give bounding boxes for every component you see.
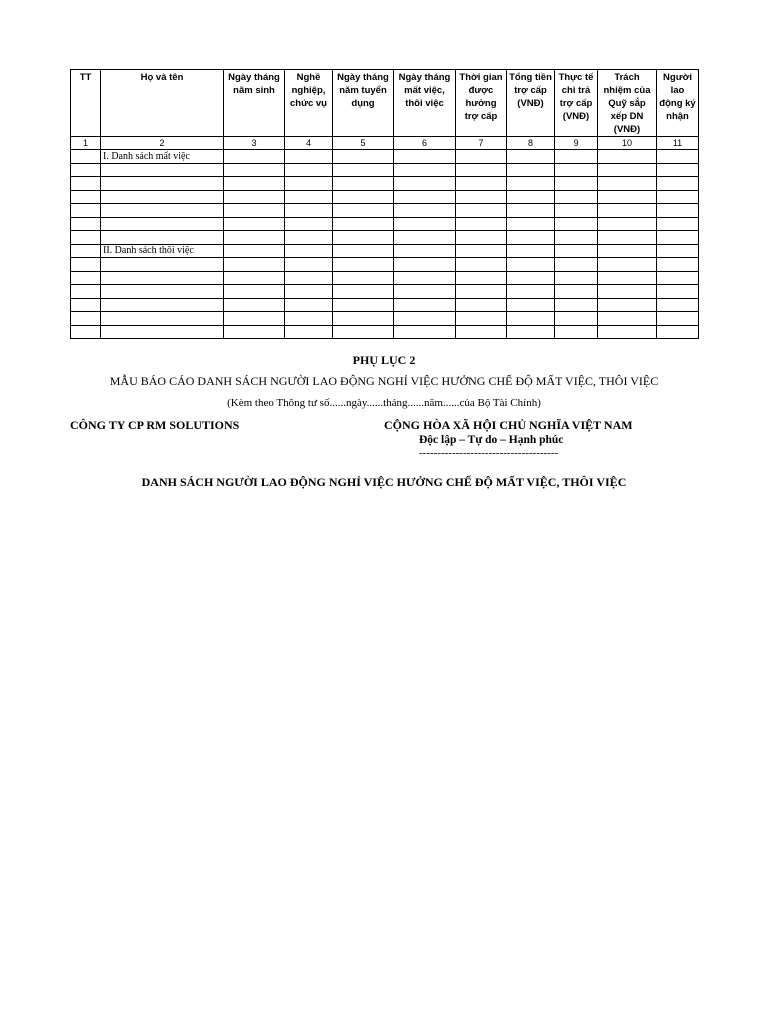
table-cell bbox=[71, 285, 101, 299]
table-cell bbox=[456, 217, 507, 231]
table-cell bbox=[598, 312, 657, 326]
column-number: 2 bbox=[101, 137, 224, 150]
table-cell bbox=[555, 325, 598, 339]
table-cell bbox=[333, 190, 394, 204]
table-cell bbox=[224, 217, 285, 231]
table-row bbox=[71, 285, 699, 299]
table-cell bbox=[285, 325, 333, 339]
column-header: Ngày tháng năm sinh bbox=[224, 70, 285, 137]
table-cell bbox=[657, 150, 699, 164]
table-cell bbox=[333, 298, 394, 312]
table-cell bbox=[394, 325, 456, 339]
table-cell bbox=[224, 312, 285, 326]
table-cell bbox=[555, 271, 598, 285]
table-cell bbox=[285, 217, 333, 231]
table-cell bbox=[507, 244, 555, 258]
table-cell bbox=[507, 231, 555, 245]
table-cell bbox=[507, 312, 555, 326]
table-cell bbox=[456, 244, 507, 258]
appendix-subtitle: MẪU BÁO CÁO DANH SÁCH NGƯỜI LAO ĐỘNG NGHỈ VIỆC HƯỞNG CHẾ ĐỘ MẤT VIỆC, THÔI VIỆC bbox=[109, 374, 659, 388]
table-cell bbox=[456, 298, 507, 312]
table-cell bbox=[333, 285, 394, 299]
table-cell bbox=[101, 312, 224, 326]
table-cell bbox=[555, 258, 598, 272]
table-cell bbox=[224, 285, 285, 299]
table-cell bbox=[285, 177, 333, 191]
table-row bbox=[71, 190, 699, 204]
table-cell bbox=[456, 258, 507, 272]
table-cell bbox=[394, 190, 456, 204]
table-cell bbox=[333, 312, 394, 326]
table-cell bbox=[507, 190, 555, 204]
column-header: Thực tế chi trả trợ cấp (VNĐ) bbox=[555, 70, 598, 137]
column-number: 8 bbox=[507, 137, 555, 150]
table-cell bbox=[555, 312, 598, 326]
table-cell bbox=[598, 190, 657, 204]
table-cell bbox=[598, 285, 657, 299]
table-cell bbox=[555, 217, 598, 231]
table-cell bbox=[71, 231, 101, 245]
table-row bbox=[71, 163, 699, 177]
table-cell bbox=[456, 312, 507, 326]
table-cell bbox=[456, 190, 507, 204]
table-cell bbox=[507, 217, 555, 231]
table-cell bbox=[285, 244, 333, 258]
table-cell bbox=[507, 163, 555, 177]
table-cell bbox=[224, 150, 285, 164]
table-cell bbox=[224, 244, 285, 258]
table-cell bbox=[71, 204, 101, 218]
column-header: Người lao động ký nhận bbox=[657, 70, 699, 137]
table-cell bbox=[394, 177, 456, 191]
column-number: 3 bbox=[224, 137, 285, 150]
column-number: 1 bbox=[71, 137, 101, 150]
table-cell bbox=[555, 163, 598, 177]
table-cell bbox=[507, 204, 555, 218]
table-row bbox=[71, 258, 699, 272]
table-cell bbox=[657, 258, 699, 272]
column-header: TT bbox=[71, 70, 101, 137]
column-number: 4 bbox=[285, 137, 333, 150]
column-number: 6 bbox=[394, 137, 456, 150]
table-cell bbox=[555, 204, 598, 218]
table-cell bbox=[507, 298, 555, 312]
table-cell bbox=[71, 150, 101, 164]
table-cell bbox=[333, 325, 394, 339]
table-cell bbox=[101, 298, 224, 312]
table-cell bbox=[285, 271, 333, 285]
table-cell bbox=[394, 150, 456, 164]
table-cell bbox=[333, 163, 394, 177]
table-cell bbox=[285, 163, 333, 177]
section-row bbox=[71, 244, 699, 258]
table-cell bbox=[507, 325, 555, 339]
table-cell bbox=[333, 258, 394, 272]
section-label: II. Danh sách thôi việc bbox=[101, 244, 224, 258]
table-cell bbox=[333, 244, 394, 258]
table-cell bbox=[657, 312, 699, 326]
table-cell bbox=[71, 325, 101, 339]
table-cell bbox=[657, 231, 699, 245]
separator-line: -------------------------------------- bbox=[419, 447, 559, 459]
column-header: Ngày tháng năm tuyển dụng bbox=[333, 70, 394, 137]
table-cell bbox=[394, 258, 456, 272]
table-cell bbox=[598, 217, 657, 231]
table-cell bbox=[101, 325, 224, 339]
table-cell bbox=[657, 204, 699, 218]
table-cell bbox=[598, 271, 657, 285]
table-cell bbox=[71, 163, 101, 177]
column-header: Tổng tiền trợ cấp (VNĐ) bbox=[507, 70, 555, 137]
header-row bbox=[71, 70, 699, 137]
table-cell bbox=[598, 204, 657, 218]
table-cell bbox=[333, 271, 394, 285]
table-cell bbox=[598, 258, 657, 272]
table-cell bbox=[285, 150, 333, 164]
table-row bbox=[71, 325, 699, 339]
table-cell bbox=[456, 150, 507, 164]
table-cell bbox=[101, 285, 224, 299]
section-row bbox=[71, 150, 699, 164]
table-row bbox=[71, 204, 699, 218]
table-cell bbox=[285, 312, 333, 326]
column-header: Ngày tháng mất việc, thôi việc bbox=[394, 70, 456, 137]
table-row bbox=[71, 312, 699, 326]
table-cell bbox=[333, 231, 394, 245]
column-number: 10 bbox=[598, 137, 657, 150]
column-header: Thời gian được hưởng trợ cấp bbox=[456, 70, 507, 137]
column-header: Nghề nghiệp, chức vụ bbox=[285, 70, 333, 137]
table-cell bbox=[507, 150, 555, 164]
table-cell bbox=[285, 231, 333, 245]
table-cell bbox=[71, 244, 101, 258]
table-cell bbox=[507, 271, 555, 285]
table-cell bbox=[657, 244, 699, 258]
column-number: 5 bbox=[333, 137, 394, 150]
table-cell bbox=[598, 150, 657, 164]
table-cell bbox=[333, 177, 394, 191]
table-cell bbox=[456, 231, 507, 245]
table-row bbox=[71, 177, 699, 191]
table-cell bbox=[224, 258, 285, 272]
table-cell bbox=[101, 163, 224, 177]
column-number: 7 bbox=[456, 137, 507, 150]
table-cell bbox=[598, 298, 657, 312]
table-cell bbox=[394, 163, 456, 177]
table-row bbox=[71, 231, 699, 245]
column-number-row bbox=[71, 137, 699, 150]
table-cell bbox=[394, 298, 456, 312]
table-cell bbox=[101, 271, 224, 285]
table-cell bbox=[657, 190, 699, 204]
table-cell bbox=[456, 325, 507, 339]
national-motto: Độc lập – Tự do – Hạnh phúc bbox=[419, 434, 564, 446]
table-cell bbox=[507, 285, 555, 299]
document-title: DANH SÁCH NGƯỜI LAO ĐỘNG NGHỈ VIỆC HƯỞNG CHẾ ĐỘ MẤT VIỆC, THÔI VIỆC bbox=[141, 475, 627, 489]
table-cell bbox=[101, 190, 224, 204]
table-cell bbox=[456, 285, 507, 299]
table-cell bbox=[657, 177, 699, 191]
table-cell bbox=[456, 204, 507, 218]
table-cell bbox=[71, 312, 101, 326]
table-cell bbox=[456, 177, 507, 191]
appendix-title: PHỤ LỤC 2 bbox=[352, 353, 416, 367]
table-cell bbox=[101, 177, 224, 191]
table-cell bbox=[507, 177, 555, 191]
table-cell bbox=[657, 163, 699, 177]
table-cell bbox=[394, 231, 456, 245]
table-cell bbox=[101, 231, 224, 245]
table-cell bbox=[71, 190, 101, 204]
table-cell bbox=[224, 177, 285, 191]
table-cell bbox=[657, 298, 699, 312]
table-cell bbox=[555, 177, 598, 191]
table-cell bbox=[598, 177, 657, 191]
column-header: Trách nhiệm của Quỹ sắp xếp DN (VNĐ) bbox=[598, 70, 657, 137]
table-cell bbox=[598, 231, 657, 245]
section-label: I. Danh sách mất việc bbox=[101, 150, 224, 164]
table-cell bbox=[555, 285, 598, 299]
employee-list-table bbox=[70, 69, 699, 339]
table-cell bbox=[657, 325, 699, 339]
table-row bbox=[71, 271, 699, 285]
table-cell bbox=[224, 325, 285, 339]
table-cell bbox=[598, 244, 657, 258]
table-cell bbox=[285, 298, 333, 312]
table-cell bbox=[394, 244, 456, 258]
table-cell bbox=[555, 298, 598, 312]
table-cell bbox=[333, 217, 394, 231]
table-cell bbox=[657, 285, 699, 299]
company-name: CÔNG TY CP RM SOLUTIONS bbox=[70, 418, 240, 432]
appendix-note: (Kèm theo Thông tư số......ngày......tháng......năm......của Bộ Tài Chính) bbox=[227, 397, 541, 409]
table-cell bbox=[101, 258, 224, 272]
table-cell bbox=[333, 204, 394, 218]
table-cell bbox=[598, 325, 657, 339]
table-cell bbox=[224, 231, 285, 245]
table-cell bbox=[394, 217, 456, 231]
table-row bbox=[71, 298, 699, 312]
table-cell bbox=[394, 285, 456, 299]
table-cell bbox=[71, 258, 101, 272]
table-cell bbox=[657, 271, 699, 285]
table-cell bbox=[394, 271, 456, 285]
table-cell bbox=[507, 258, 555, 272]
table-cell bbox=[333, 150, 394, 164]
table-cell bbox=[657, 217, 699, 231]
table-cell bbox=[598, 163, 657, 177]
table-cell bbox=[456, 271, 507, 285]
table-cell bbox=[224, 298, 285, 312]
table-cell bbox=[71, 271, 101, 285]
table-cell bbox=[394, 204, 456, 218]
table-cell bbox=[285, 258, 333, 272]
table-cell bbox=[224, 163, 285, 177]
table-cell bbox=[224, 271, 285, 285]
table-cell bbox=[555, 150, 598, 164]
table-cell bbox=[456, 163, 507, 177]
table-cell bbox=[71, 298, 101, 312]
table-cell bbox=[394, 312, 456, 326]
table-row bbox=[71, 217, 699, 231]
table-cell bbox=[71, 177, 101, 191]
table-cell bbox=[101, 217, 224, 231]
table-cell bbox=[555, 231, 598, 245]
table-cell bbox=[224, 204, 285, 218]
column-number: 9 bbox=[555, 137, 598, 150]
table-cell bbox=[555, 190, 598, 204]
table-cell bbox=[224, 190, 285, 204]
table-cell bbox=[285, 190, 333, 204]
nation-heading: CỘNG HÒA XÃ HỘI CHỦ NGHĨA VIỆT NAM bbox=[384, 418, 633, 432]
table-cell bbox=[101, 204, 224, 218]
table-cell bbox=[71, 217, 101, 231]
table-cell bbox=[285, 204, 333, 218]
table-cell bbox=[285, 285, 333, 299]
column-number: 11 bbox=[657, 137, 699, 150]
table-cell bbox=[555, 244, 598, 258]
column-header: Họ và tên bbox=[101, 70, 224, 137]
